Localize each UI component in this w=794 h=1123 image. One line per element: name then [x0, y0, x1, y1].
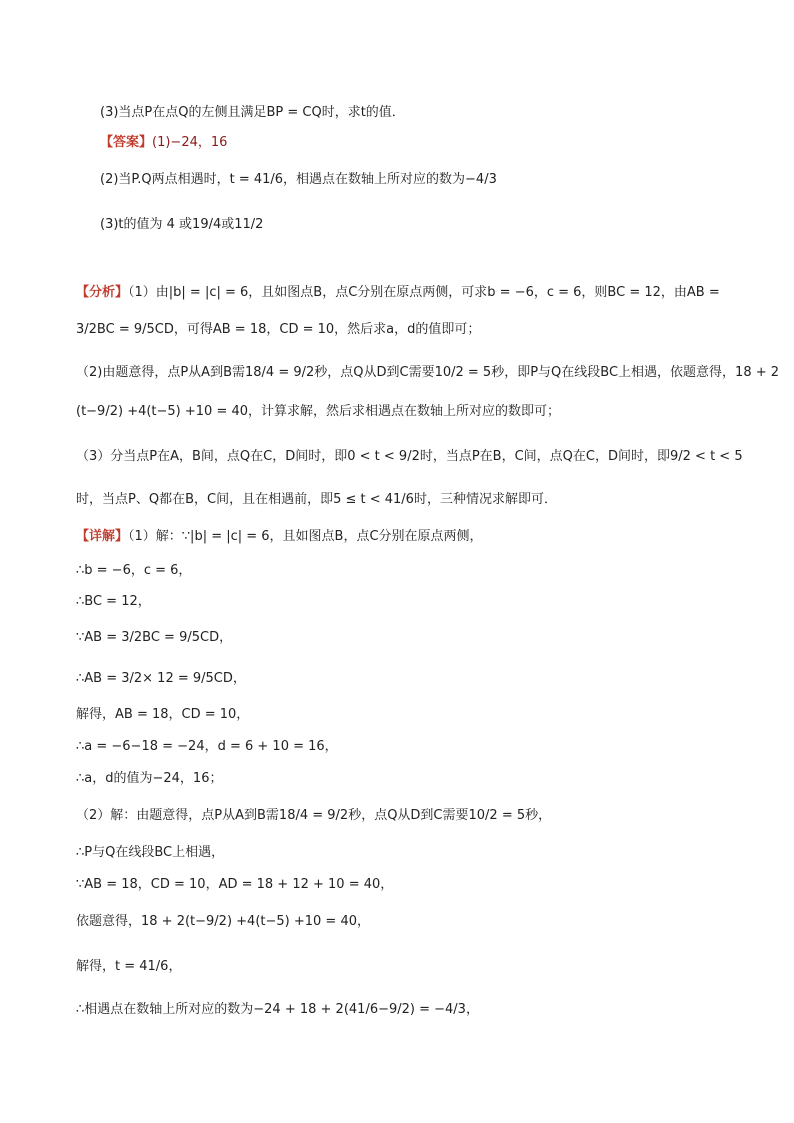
analysis-line-3	[0, 363, 794, 383]
analysis-line-5	[0, 447, 794, 467]
line-text: 3/2BC = 9/5CD，可得AB = 18，CD = 10，然后求a，d的值即可；	[76, 322, 481, 337]
line-text: ∴BC = 12，	[76, 594, 151, 609]
line-text: (3)当点P在点Q的左侧且满足BP = CQ时，求t的值．	[100, 105, 405, 120]
line-text: ∴AB = 3/2× 12 = 9/5CD，	[76, 671, 246, 686]
line-text: (3)t的值为 4 或19/4或11/2	[100, 217, 264, 232]
line-text: 解得，AB = 18，CD = 10，	[76, 707, 250, 722]
line-text: (1)−24，16	[152, 135, 228, 150]
detail-line-4	[0, 628, 794, 648]
analysis-line-1	[0, 283, 794, 303]
line-text: （1）解：∵|b| = |c| = 6，且如图点B，点C分别在原点两侧，	[128, 529, 483, 544]
line-text: ∵AB = 3/2BC = 9/5CD，	[76, 630, 233, 645]
line-text: ∴相遇点在数轴上所对应的数为−24 + 18 + 2(41/6−9/2) = −4/3，	[76, 1002, 479, 1017]
line-text: （2）解：由题意得，点P从A到B需18/4 = 9/2秒，点Q从D到C需要10/2 = 5秒，	[76, 808, 552, 823]
detail-line-5	[0, 669, 794, 689]
line-text: (2)当P.Q两点相遇时，t = 41/6，相遇点在数轴上所对应的数为−4/3	[100, 172, 497, 187]
detail-line-2	[0, 561, 794, 581]
answer-label: 【答案】	[100, 135, 153, 150]
detail-line-6	[0, 705, 794, 725]
detail-line-1	[0, 527, 794, 547]
line-text: ∴a = −6−18 = −24，d = 6 + 10 = 16，	[76, 739, 338, 754]
analysis-line-4	[0, 402, 794, 422]
answer-line-1	[0, 133, 794, 153]
analysis-label: 【分析】	[76, 285, 129, 300]
detail-line-12	[0, 912, 794, 932]
line-text: 依题意得，18 + 2(t−9/2) +4(t−5) +10 = 40，	[76, 914, 370, 929]
line-text: ∵AB = 18，CD = 10，AD = 18 + 12 + 10 = 40，	[76, 877, 394, 892]
detail-line-9	[0, 806, 794, 826]
line-text: 时，当点P、Q都在B，C间，且在相遇前，即5 ≤ t < 41/6时，三种情况求解即可．	[76, 492, 557, 507]
line-text: （1）由|b| = |c| = 6，且如图点B，点C分别在原点两侧，可求b = −6，c = 6，则BC = 12，由AB =	[128, 285, 720, 300]
line-text: ∴P与Q在线段BC上相遇，	[76, 845, 225, 860]
detail-line-14	[0, 1000, 794, 1020]
detail-line-13	[0, 957, 794, 977]
answer-line-2	[0, 170, 794, 190]
line-text: 解得，t = 41/6，	[76, 959, 182, 974]
answer-line-3	[0, 215, 794, 235]
detail-line-11	[0, 875, 794, 895]
analysis-line-6	[0, 490, 794, 510]
line-text: （2)由题意得，点P从A到B需18/4 = 9/2秒，点Q从D到C需要10/2 = 5秒，即P与Q在线段BC上相遇，依题意得，18 + 2	[76, 365, 780, 380]
line-text: ∴a，d的值为−24，16；	[76, 771, 223, 786]
question-part-3	[0, 103, 794, 123]
detail-line-8	[0, 769, 794, 789]
detail-line-7	[0, 737, 794, 757]
detail-line-3	[0, 592, 794, 612]
line-text: （3）分当点P在A，B间，点Q在C，D间时，即0 < t < 9/2时，当点P在B，C间，点Q在C，D间时，即9/2 < t < 5	[76, 449, 743, 464]
line-text: ∴b = −6，c = 6，	[76, 563, 192, 578]
line-text: (t−9/2) +4(t−5) +10 = 40，计算求解，然后求相遇点在数轴上所对应的数即可；	[76, 404, 561, 419]
detail-line-10	[0, 843, 794, 863]
analysis-line-2	[0, 320, 794, 340]
detail-label: 【详解】	[76, 529, 129, 544]
